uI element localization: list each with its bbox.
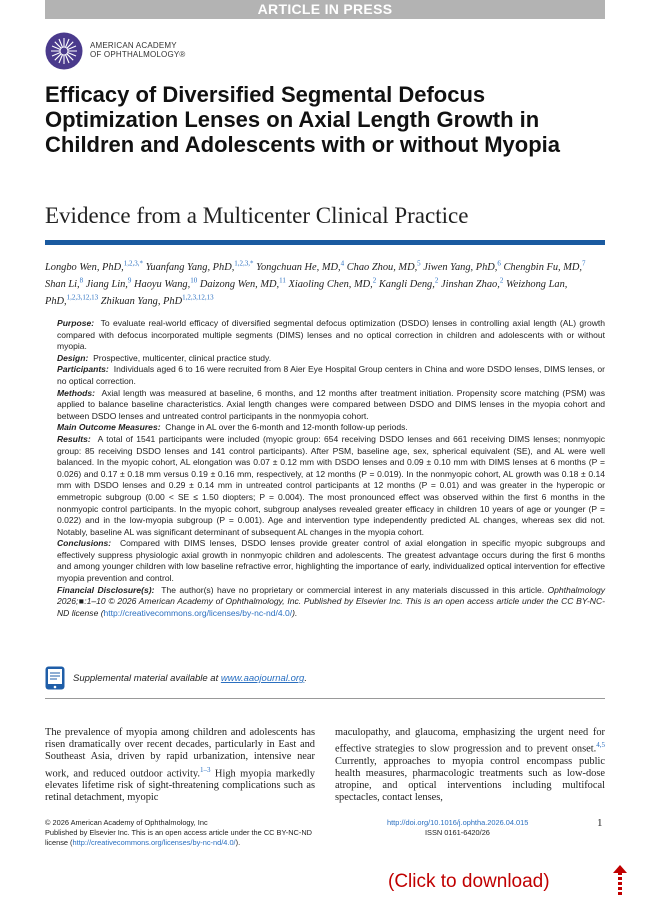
- col2-text-a: maculopathy, and glaucoma, emphasizing the urgent need for effective strategies to slow progression and to prevent onset.: [335, 727, 605, 755]
- section-divider: [45, 698, 605, 699]
- purpose-label: Purpose:: [57, 318, 95, 328]
- author: [45, 276, 84, 291]
- footer-license-a: license (: [45, 838, 73, 847]
- author-name: Xiaoling Chen, MD,: [288, 279, 373, 291]
- author-affiliation[interactable]: 1,2,3,12,13: [66, 293, 99, 302]
- author: [440, 276, 504, 291]
- ref-1-3[interactable]: 1–3: [200, 765, 211, 774]
- author-name: Longbo Wen, PhD,: [45, 262, 124, 274]
- outcome-label: Main Outcome Measures:: [57, 422, 161, 433]
- abstract-participants: [45, 364, 605, 387]
- author-affiliation[interactable]: 9: [127, 276, 132, 285]
- author-affiliation[interactable]: 11: [279, 276, 286, 285]
- col2-text-b: Currently, approaches to myopia control encompass public health measures, pharmacologic treatments such as low-dose atropine, and optical interventions including multifocal spectacles, contact lenses,: [335, 755, 605, 804]
- supplemental-label: Supplemental material available at: [73, 673, 219, 684]
- download-link[interactable]: (Click to download): [388, 871, 550, 892]
- author-name: Daizong Wen, MD,: [199, 279, 280, 291]
- author-name: Yongchuan He, MD,: [256, 262, 341, 274]
- author-affiliation[interactable]: 2: [372, 276, 377, 285]
- author: [199, 276, 286, 291]
- author-affiliation[interactable]: 2: [434, 276, 439, 285]
- author-affiliation[interactable]: 5: [417, 260, 421, 268]
- author-name: Zhikuan Yang, PhD: [100, 295, 183, 307]
- participants-text: Individuals aged 6 to 16 were recruited from 8 Aier Eye Hospital Group centers in China and wore DSDO lenses, DIMS lenses, or no optical correction.: [57, 364, 606, 386]
- footer-publisher: Published by Elsevier Inc. This is an open access article under the CC BY-NC-ND: [45, 828, 313, 837]
- abstract-disclosure: [45, 585, 605, 620]
- footer-right: [387, 818, 567, 838]
- citation-end: ).: [292, 607, 298, 618]
- results-text: A total of 1541 participants were included (myopic group: 654 receiving DSDO lenses and 661 receiving DIMS lenses; nonmyopic group: 85 receiving DSDO lenses and 141 control participants). After PSM, baseline age, sex, spherical equivalent (SE), and AL were well balanced. In the myopic cohort, AL elongation was 0.07 ± 0.12 mm with DSDO lenses and 0.09 ± 0.10 mm with DIMS lenses at 6 months (P = 0.026) and 0.17 ± 0.18 mm versus 0.19 ± 0.16 mm, respectively, at 12 months (P = 0.019). In the nonmyopic cohort, AL growth was 0.18 ± 0.14 mm with DSDO lenses and 0.29 ± 0.14 mm in untreated control participants at 12 months (P = 0.01) and was greater in the hyperopic or emmetropic subgroup (0.00 < SE ≤ 1.50 diopters; P = 0.004). The most pronounced effect was observed within the first 6 months in the nonmyopic control participants. In the myopic cohort, subgroup analyses revealed greater efficacy in children 10 years of age or younger (P = 0.022) and in the low-myopia subgroup (P = 0.001). Age and intervention type independently predicted AL changes, whereas sex did not. Notably, baseline AL was significant determinant of subsequent AL changes in the myopia cohort.: [57, 433, 606, 537]
- abstract-purpose: [45, 318, 605, 353]
- outcome-text: Change in AL over the 6-month and 12-month follow-up periods.: [165, 422, 408, 433]
- supplemental-end: .: [304, 673, 307, 684]
- footer-license-b: ).: [235, 838, 241, 847]
- methods-label: Methods:: [57, 387, 95, 398]
- author-affiliation[interactable]: 1,2,3,*: [234, 260, 254, 268]
- author: [45, 262, 143, 273]
- participants-label: Participants:: [57, 364, 109, 375]
- body-column-1: [45, 727, 315, 805]
- article-subtitle: Evidence from a Multicenter Clinical Practice: [45, 203, 469, 228]
- issn: ISSN 0161-6420/26: [425, 828, 490, 837]
- author: [134, 276, 198, 291]
- author-affiliation[interactable]: 7: [581, 260, 586, 268]
- ref-4-5[interactable]: 4,5: [596, 741, 605, 750]
- conclusions-text: Compared with DIMS lenses, DSDO lenses provide greater control of axial elongation in specific myopic subgroups and effectively suppress physiologic axial growth in nonmyopic children and adolescents. The greatest advantage occurs during the first 6 months and among younger children with low baseline refractive error, highlighting the importance of early, individualized optical intervention for effective myopia prevention and control.: [57, 538, 605, 584]
- footer-copyright: © 2026 American Academy of Ophthalmology, Inc: [45, 818, 208, 827]
- supplemental-text: [73, 673, 307, 684]
- author: [423, 262, 501, 273]
- org-name: [90, 41, 186, 59]
- abstract-results: [45, 434, 605, 538]
- author-name: Chengbin Fu, MD,: [503, 262, 582, 274]
- author: [288, 276, 377, 291]
- footer-left: [45, 818, 375, 848]
- body-column-2: [335, 727, 605, 805]
- author-affiliation[interactable]: 1,2,3,12,13: [182, 293, 214, 302]
- author-name: Jiang Lin,: [85, 279, 128, 291]
- author: [347, 262, 421, 273]
- design-text: Prospective, multicenter, clinical practice study.: [93, 352, 272, 363]
- abstract-design: [45, 353, 605, 365]
- author-affiliation[interactable]: 8: [79, 276, 84, 285]
- author: [503, 262, 585, 273]
- author-affiliation[interactable]: 4: [340, 260, 345, 268]
- page-number: 1: [597, 817, 603, 829]
- author-name: Jinshan Zhao,: [440, 279, 500, 291]
- author-list: [45, 258, 605, 308]
- disclosure-label: Financial Disclosure(s):: [57, 584, 155, 595]
- abstract-conclusions: [45, 538, 605, 584]
- author-affiliation[interactable]: 1,2,3,*: [123, 260, 143, 268]
- org-line-1: AMERICAN ACADEMY: [90, 41, 177, 50]
- supplemental-link[interactable]: www.aaojournal.org: [220, 673, 305, 684]
- disclosure-text: The author(s) have no proprietary or commercial interest in any materials discussed in this article.: [161, 584, 545, 595]
- methods-text: Axial length was measured at baseline, 6 months, and 12 months after treatment initiation. Propensity score matching (PSM) was applied to balance baseline characteristics. Axial length changes were compared between DSDO and DIMS lenses in the myopia cohort and between DSDO lenses and untreated control participants in the nonmyopia cohort.: [57, 387, 606, 421]
- abstract: [45, 318, 605, 619]
- results-label: Results:: [57, 433, 91, 444]
- col1-text-b: High myopia markedly elevates lifetime risk of sight-threatening complications such as retinal detachment, myopic: [45, 768, 315, 804]
- col1-text-a: The prevalence of myopia among children and adolescents has risen dramatically over recent decades, particularly in East and Southeast Asia, driven by rapid urbanization, intensive near work, and reduced outdoor activity.: [45, 727, 315, 780]
- download-arrow-icon[interactable]: [611, 864, 629, 900]
- citation-text: Ophthalmology 2026;■:1–10 © 2026 American Academy of Ophthalmology, Inc. Published by Elsevier Inc. This is an open access article under the CC BY-NC-ND license (: [57, 584, 606, 618]
- aao-logo-icon: [45, 32, 83, 70]
- author-affiliation[interactable]: 2: [499, 276, 504, 285]
- org-line-2: OF OPHTHALMOLOGY®: [90, 50, 186, 59]
- license-link[interactable]: http://creativecommons.org/licenses/by-nc-nd/4.0/: [103, 607, 293, 618]
- author-name: Kangli Deng,: [378, 279, 435, 291]
- footer-license-link[interactable]: http://creativecommons.org/licenses/by-nc-nd/4.0/: [72, 838, 236, 847]
- author-name: Chao Zhou, MD,: [346, 262, 418, 274]
- title-rule: [45, 240, 605, 245]
- author-name: Weizhong Lan, PhD,: [45, 279, 568, 307]
- design-label: Design:: [57, 352, 89, 363]
- author-name: Jiwen Yang, PhD,: [423, 262, 498, 274]
- author-name: Shan Li,: [45, 279, 80, 291]
- author-affiliation[interactable]: 6: [497, 260, 501, 268]
- author-name: Yuanfang Yang, PhD,: [145, 262, 235, 274]
- abstract-methods: [45, 388, 605, 423]
- article-title: Efficacy of Diversified Segmental Defocus Optimization Lenses on Axial Length Growth in Children and Adolescents with or without Myopia: [45, 82, 560, 157]
- author: [378, 276, 439, 291]
- conclusions-label: Conclusions:: [57, 538, 112, 549]
- doi-link[interactable]: http://doi.org/10.1016/j.ophtha.2026.04.015: [387, 818, 529, 827]
- abstract-outcome: [45, 422, 605, 434]
- author: [256, 262, 344, 273]
- article-in-press-banner: ARTICLE IN PRESS: [45, 0, 605, 19]
- author: [100, 293, 214, 307]
- author-name: Haoyu Wang,: [134, 279, 191, 291]
- author: [146, 262, 254, 273]
- footer-license: [45, 838, 375, 848]
- supplemental-box: [45, 666, 605, 692]
- author-affiliation[interactable]: 10: [190, 276, 198, 285]
- author: [85, 276, 132, 291]
- tablet-icon: [45, 666, 65, 690]
- purpose-text: To evaluate real-world efficacy of diversified segmental defocus optimization (DSDO) lenses in controlling axial length (AL) growth compared with defocus incorporated multiple segments (DIMS) lenses and no optical correction in children and adolescents with or without myopia.: [57, 318, 605, 352]
